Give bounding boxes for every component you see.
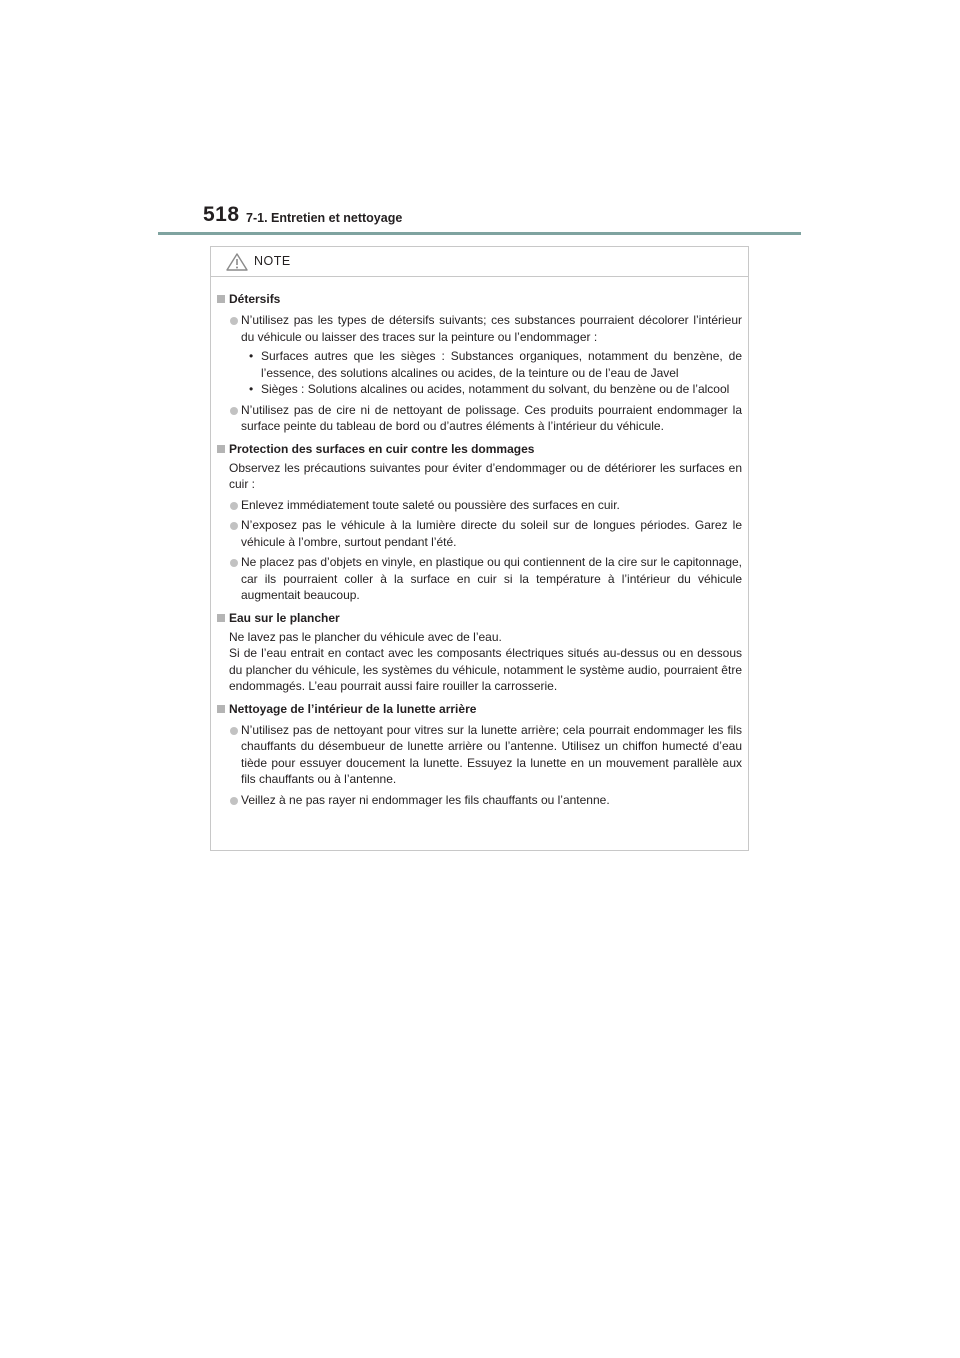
section-heading-text: Eau sur le plancher	[229, 610, 340, 625]
list-item	[217, 497, 742, 514]
dot-bullet-icon	[230, 559, 238, 567]
list-item-text: N’utilisez pas de nettoyant pour vitres sur la lunette arrière; cela pourrait endommager les fils chauffants du désembueur de lunette arrière ou l’antenne. Utilisez un chiffon humecté d’eau tiède pour essuyer doucement la lunette. Essuyez la lunette en un mouvement parallèle aux fils chauffants ou à l’antenne.	[241, 722, 742, 786]
dot-bullet-icon	[230, 522, 238, 530]
list-item-text: Veillez à ne pas rayer ni endommager les fils chauffants ou l’antenne.	[241, 792, 610, 807]
list-item-text: N’exposez pas le véhicule à la lumière directe du soleil sur de longues périodes. Garez le véhicule à l’ombre, surtout pendant l’été.	[241, 518, 742, 549]
paragraph: Observez les précautions suivantes pour éviter d’endommager ou de détériorer les surfaces en cuir :	[229, 460, 742, 491]
section-title-detersifs	[217, 291, 742, 308]
section-title: 7-1. Entretien et nettoyage	[246, 211, 403, 225]
sub-list-item-text: Surfaces autres que les sièges : Substances organiques, notamment du benzène, de l’essence, des solutions alcalines ou acides, de la teinture ou de l’eau de Javel	[261, 349, 742, 380]
paragraph: Ne lavez pas le plancher du véhicule avec de l’eau.	[229, 629, 502, 644]
list-item	[217, 312, 742, 345]
section-cuir	[217, 441, 742, 604]
section-heading-text: Détersifs	[229, 292, 281, 306]
section-title-eau	[217, 610, 742, 627]
page-number: 518	[203, 203, 240, 226]
list-item-text: N’utilisez pas les types de détersifs suivants; ces substances pourraient décolorer l’intérieur du véhicule ou laisser des traces sur la peinture ou l’endommager :	[241, 313, 742, 344]
dot-bullet-icon	[230, 407, 238, 415]
square-bullet-icon	[217, 614, 225, 622]
list-item-text: Enlevez immédiatement toute saleté ou poussière des surfaces en cuir.	[241, 497, 620, 512]
header-rule	[158, 232, 801, 235]
dot-bullet-icon	[230, 727, 238, 735]
list-item	[217, 792, 742, 809]
section-title-cuir	[217, 441, 742, 458]
note-box	[210, 246, 749, 851]
note-body	[211, 277, 748, 808]
square-bullet-icon	[217, 705, 225, 713]
section-eau	[217, 610, 742, 695]
sub-bullet-icon: •	[249, 382, 254, 396]
sub-list-item-text: Sièges : Solutions alcalines ou acides, notamment du solvant, du benzène ou de l’alcool	[261, 382, 730, 396]
sub-bullet-icon: •	[249, 349, 254, 363]
warning-triangle-icon	[226, 253, 248, 276]
note-header	[211, 247, 748, 277]
sub-list-item	[217, 381, 742, 398]
dot-bullet-icon	[230, 502, 238, 510]
list-item-text: N’utilisez pas de cire ni de nettoyant de polissage. Ces produits pourraient endommager la surface peinte du tableau de bord ou d’autres éléments à l’intérieur du véhicule.	[241, 402, 742, 433]
paragraph: Si de l’eau entrait en contact avec les composants électriques situés au-dessus ou en dessous du plancher du véhicule, les systèmes du véhicule, notamment le système audio, pourraient être endommagés. L’eau pourrait aussi faire rouiller la carrosserie.	[229, 646, 742, 693]
list-item	[217, 722, 742, 788]
list-item	[217, 554, 742, 604]
section-title-lunette	[217, 701, 742, 718]
dot-bullet-icon	[230, 797, 238, 805]
note-label: NOTE	[254, 254, 291, 268]
section-heading-text: Protection des surfaces en cuir contre les dommages	[229, 441, 535, 456]
section-heading-text: Nettoyage de l’intérieur de la lunette arrière	[229, 701, 477, 716]
square-bullet-icon	[217, 445, 225, 453]
list-item	[217, 517, 742, 550]
list-item-text: Ne placez pas d’objets en vinyle, en plastique ou qui contiennent de la cire sur le capitonnage, car ils pourraient coller à la surface en cuir si la température à l’intérieur du véhicule augmentait beaucoup.	[241, 555, 742, 602]
list-item	[217, 402, 742, 435]
dot-bullet-icon	[230, 317, 238, 325]
square-bullet-icon	[217, 295, 225, 303]
section-lunette	[217, 701, 742, 809]
sub-list-item	[217, 348, 742, 381]
section-detersifs	[217, 291, 742, 435]
